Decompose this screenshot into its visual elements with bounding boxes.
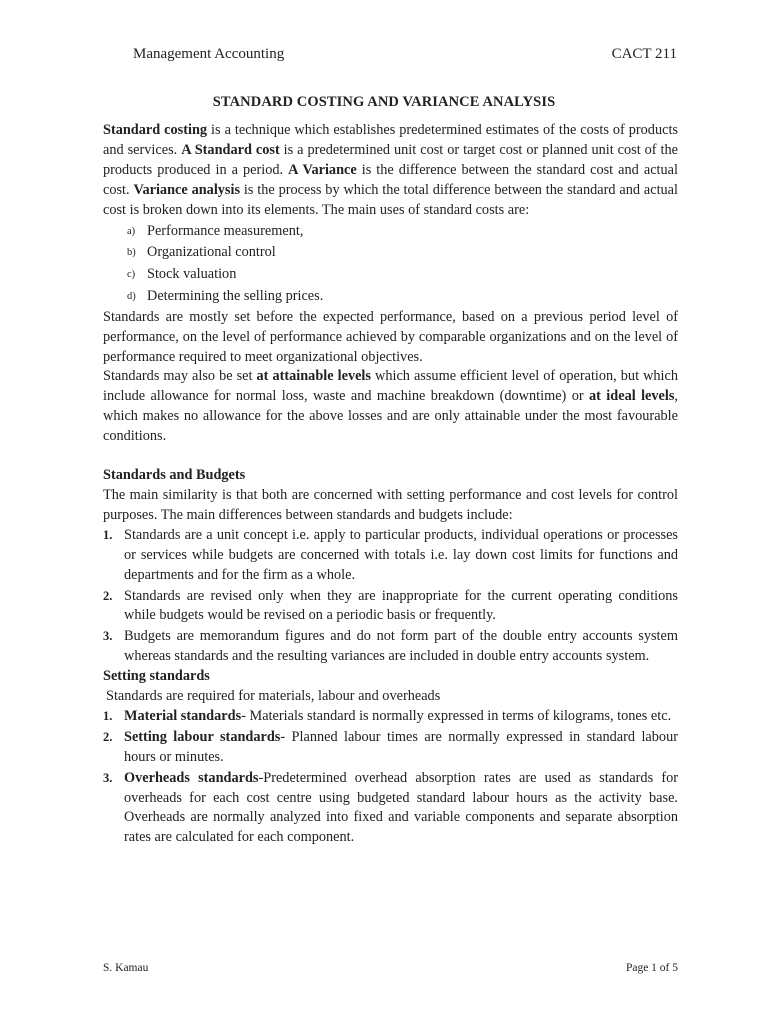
header-course-code: CACT 211 — [611, 46, 677, 62]
term-ideal-levels: at ideal levels — [589, 388, 675, 405]
list-marker: 3. — [103, 629, 113, 644]
list-item-text: Performance measurement, — [147, 222, 304, 239]
section-intro-standards-budgets: The main similarity is that both are concerned with setting performance and cost levels for control purposes. The main differences between standards and budgets include: — [103, 486, 678, 523]
levels-text-2: which assume efficient level of operation, but which include allowance for normal loss, waste and machine breakdown (downtime) or — [103, 368, 679, 405]
list-item — [103, 264, 678, 286]
section-intro-setting-standards: Standards are required for materials, labour and overheads — [106, 688, 441, 705]
list-marker: 2. — [103, 588, 113, 603]
list-item — [103, 286, 678, 308]
levels-text-3: , which makes no allowance for the above losses and are only attainable under the most favourable conditions. — [103, 388, 678, 445]
list-item-text: Standards are a unit concept i.e. apply to particular products, individual operations or processes or services while budgets are concerned with totals i.e. lay down cost limits for functions and departments and for the firm as a whole. — [124, 526, 678, 583]
header-course-name: Management Accounting — [133, 46, 285, 62]
list-item-text: - Planned labour times are normally expressed in standard labour hours or minutes. — [124, 728, 678, 765]
list-item-text: Standards are revised only when they are inappropriate for the current operating conditions while budgets would be revised on a periodic basis or frequently. — [124, 587, 678, 624]
list-marker: b) — [127, 247, 136, 259]
standards-levels-paragraph — [103, 367, 678, 447]
levels-text-1: Standards may also be set — [103, 368, 257, 385]
term-variance: A Variance — [288, 161, 357, 178]
page-title: STANDARD COSTING AND VARIANCE ANALYSIS — [212, 94, 556, 110]
intro-text-2: is a predetermined unit cost or target cost or planned unit cost of the products produced in a period. — [103, 141, 678, 178]
list-item — [103, 526, 678, 586]
differences-list — [103, 526, 678, 667]
list-item-text: Budgets are memorandum figures and do not form part of the double entry accounts system whereas standards and the resulting variances are included in double entry accounts system. — [124, 628, 678, 665]
standards-setting-paragraph: Standards are mostly set before the expected performance, based on a previous period level of performance, on the level of performance achieved by comparable organizations and on the level of performance required to meet organizational objectives. — [103, 308, 678, 365]
standards-types-list — [103, 707, 678, 848]
footer-page-number: Page 1 of 5 — [625, 962, 678, 974]
list-marker: d) — [127, 290, 136, 302]
list-item — [103, 221, 678, 243]
list-marker: 3. — [103, 770, 113, 785]
list-marker: 2. — [103, 729, 113, 744]
intro-text-1: is a technique which establishes predetermined estimates of the costs of products and services. — [103, 122, 678, 158]
list-item-text: Determining the selling prices. — [147, 287, 324, 304]
term-attainable-levels: at attainable levels — [256, 368, 371, 385]
document-body — [103, 121, 678, 849]
list-item — [103, 707, 678, 727]
term-standard-costing: Standard costing — [103, 122, 208, 138]
intro-paragraph — [103, 121, 678, 221]
list-marker: 1. — [103, 708, 113, 723]
list-item — [103, 587, 678, 627]
list-item — [103, 242, 678, 264]
spacer — [103, 447, 678, 466]
list-item-label: Setting labour standards — [124, 728, 281, 745]
list-item-text: - Materials standard is normally expressed in terms of kilograms, tones etc. — [241, 707, 672, 724]
list-marker: c) — [127, 269, 136, 281]
list-item-label: Overheads standards — [124, 769, 259, 786]
section-heading-setting-standards: Setting standards — [103, 668, 210, 685]
uses-list — [103, 221, 678, 308]
list-item-text: Organizational control — [147, 244, 276, 261]
list-item-text: -Predetermined overhead absorption rates are used as standards for overheads for each cost centre using budgeted standard labour hours as the activity base. Overheads are normally analyzed into fixed and variable components and separate absorption rates are calculated for each component. — [124, 769, 678, 846]
list-item — [103, 728, 678, 768]
list-item-label: Material standards — [124, 707, 242, 724]
footer-author: S. Kamau — [103, 962, 149, 974]
intro-text-4: is the process by which the total difference between the standard and actual cost is broken down into its elements. The main uses of standard costs are: — [103, 181, 679, 218]
term-standard-cost: A Standard cost — [181, 141, 280, 158]
list-marker: 1. — [103, 527, 113, 542]
term-variance-analysis: Variance analysis — [133, 181, 241, 198]
list-item — [103, 769, 678, 849]
intro-text-3: is the difference between the standard cost and actual cost. — [103, 161, 678, 198]
section-heading-standards-budgets: Standards and Budgets — [103, 467, 246, 484]
list-item — [103, 627, 678, 667]
list-marker: a) — [127, 225, 136, 237]
list-item-text: Stock valuation — [147, 266, 237, 283]
